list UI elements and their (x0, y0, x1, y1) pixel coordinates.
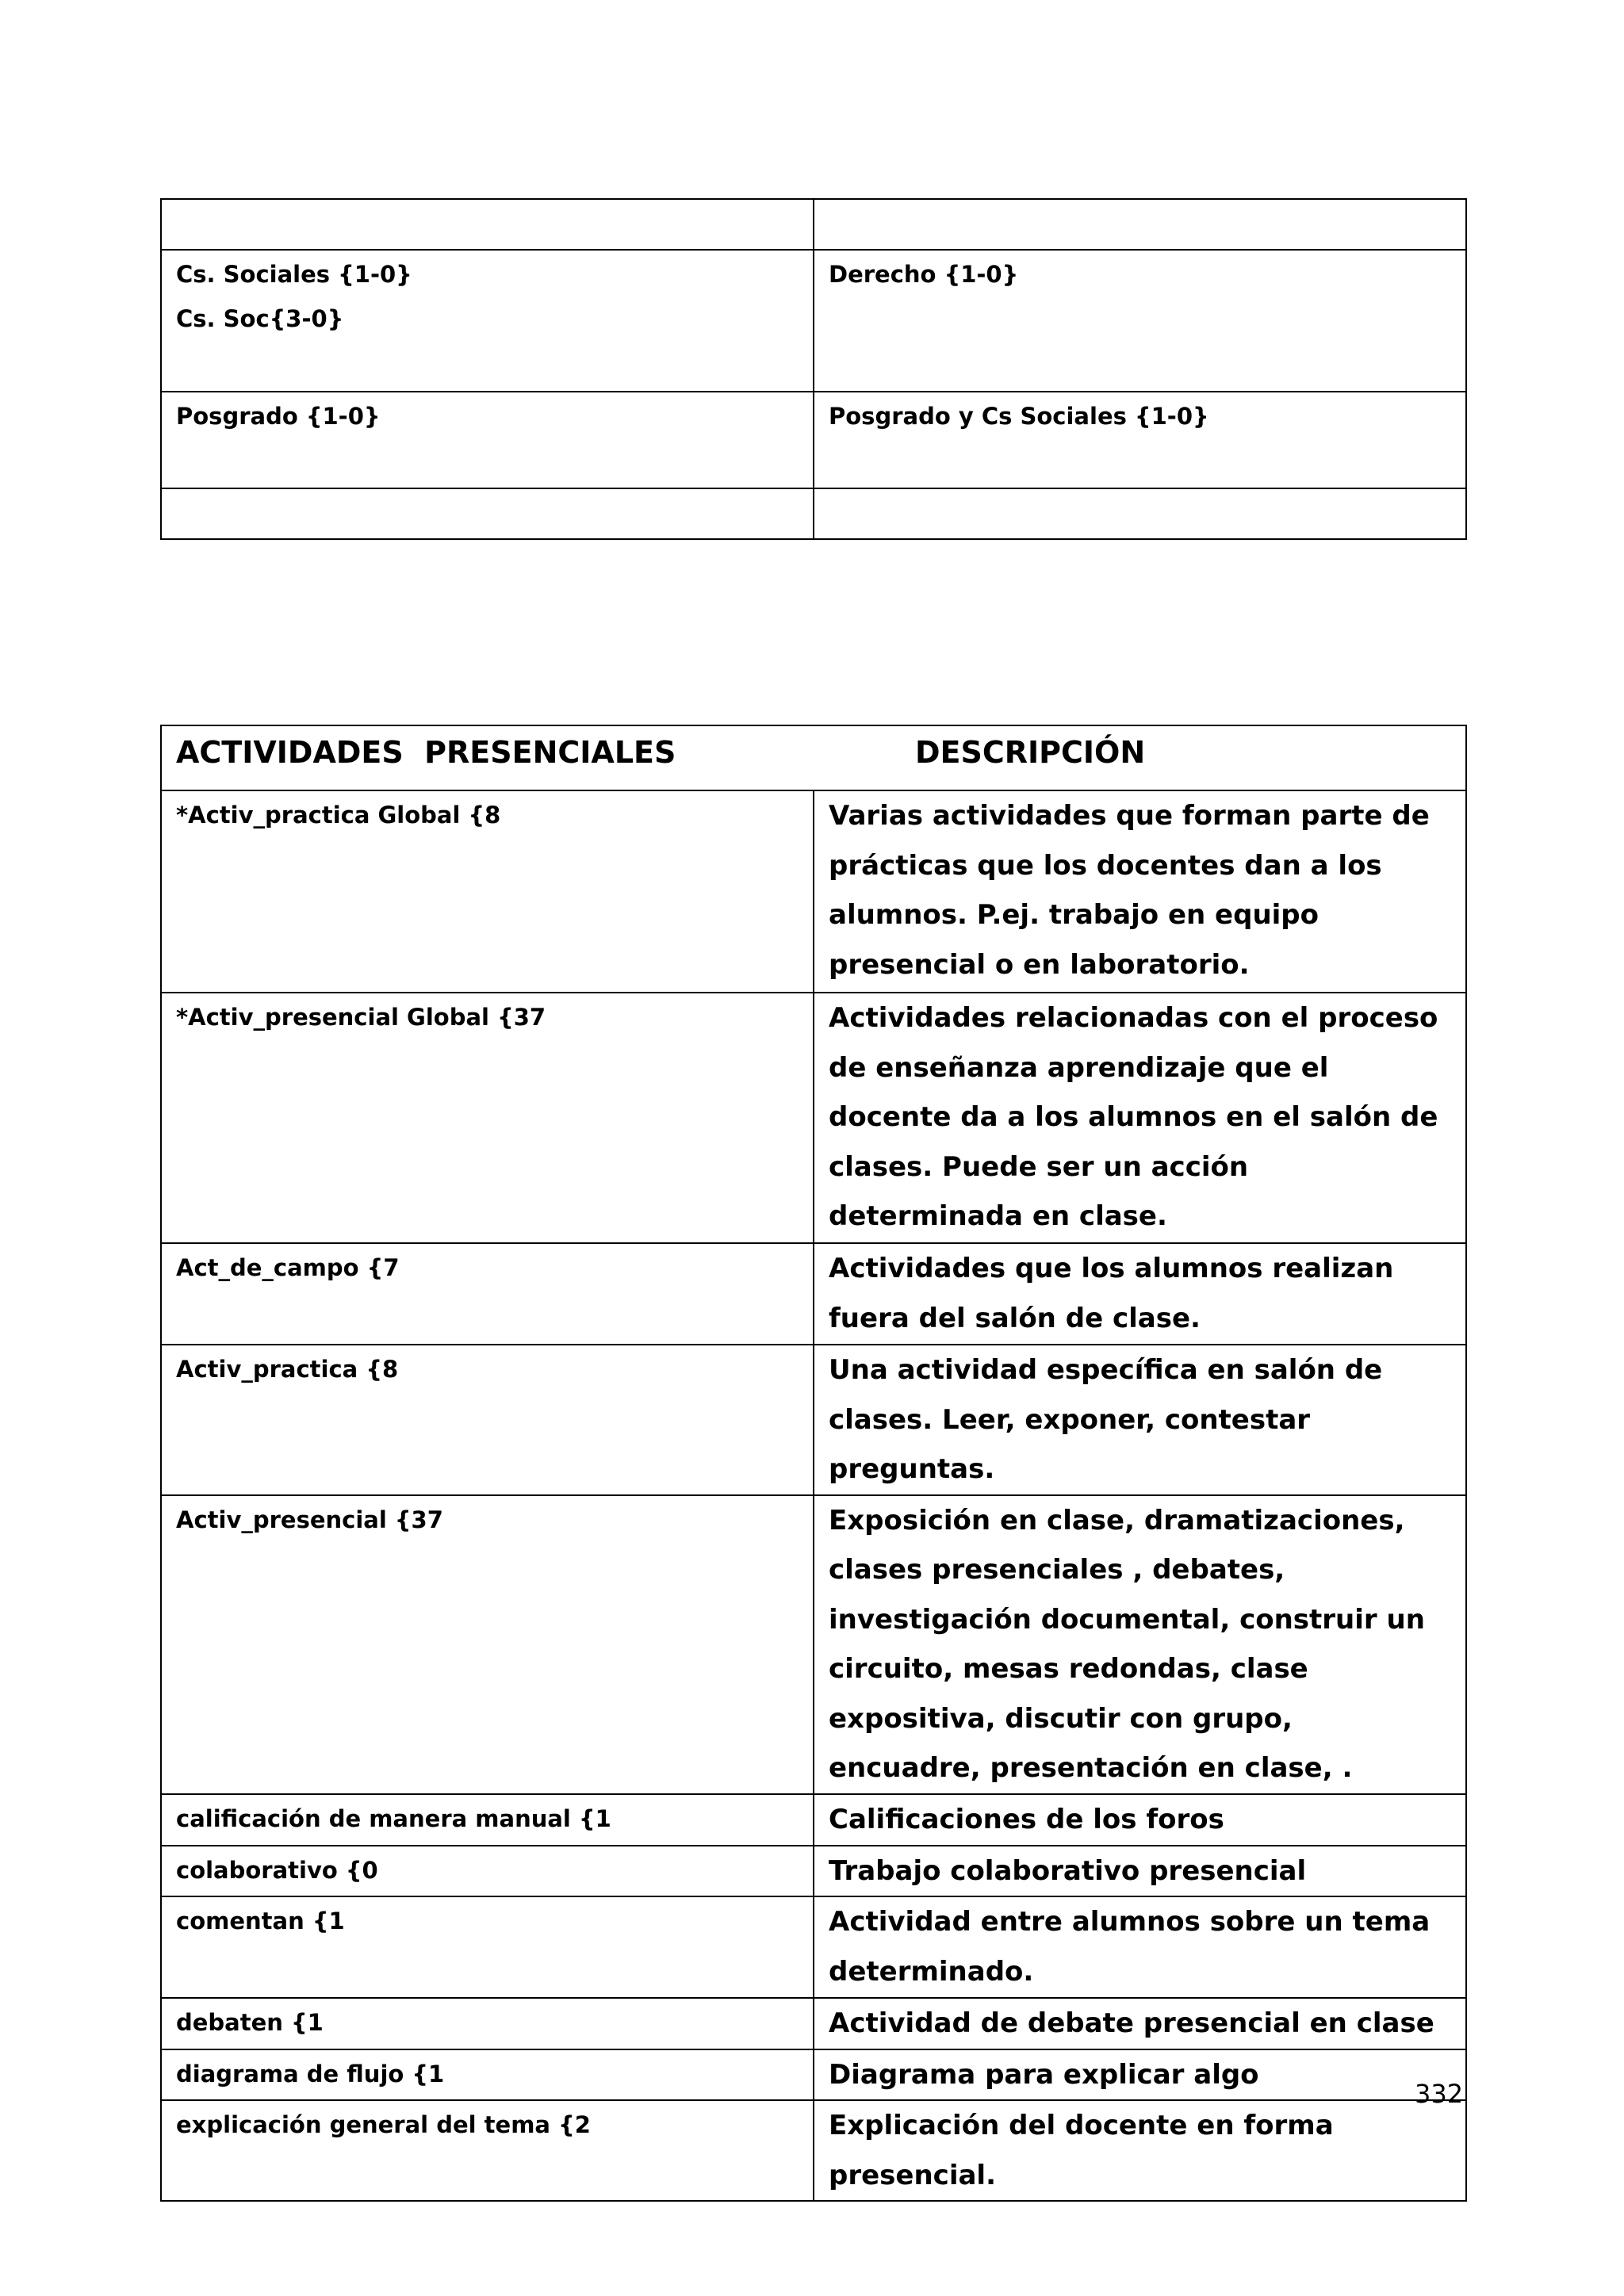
table-header-row (161, 725, 1466, 790)
term-cell: diagrama de flujo {1 (161, 2049, 814, 2101)
description-cell: Diagrama para explicar algo (814, 2049, 1466, 2101)
table-cell: Derecho {1-0} (814, 250, 1466, 392)
table-cell (161, 199, 814, 250)
table-cell (814, 488, 1466, 539)
table-row (161, 392, 1466, 488)
description-cell: Varias actividades que forman parte de prácticas que los docentes dan a los alumnos. P.ej. trabajo en equipo presencial o en laboratorio. (814, 790, 1466, 993)
description-cell: Actividades relacionadas con el proceso de enseñanza aprendizaje que el docente da a los alumnos en el salón de clases. Puede ser un acción determinada en clase. (814, 993, 1466, 1243)
table-cell (161, 250, 814, 392)
table-row (161, 1846, 1466, 1897)
table-row (161, 1998, 1466, 2049)
term-cell: *Activ_presencial Global {37 (161, 993, 814, 1243)
description-cell: Calificaciones de los foros (814, 1794, 1466, 1846)
table-row (161, 250, 1466, 392)
table-cell (161, 488, 814, 539)
table-row (161, 2100, 1466, 2201)
description-cell: Actividades que los alumnos realizan fuera del salón de clase. (814, 1243, 1466, 1345)
table-row (161, 993, 1466, 1243)
table-row (161, 1345, 1466, 1495)
term-cell: colaborativo {0 (161, 1846, 814, 1897)
table-row (161, 488, 1466, 539)
header-activities: ACTIVIDADES PRESENCIALES (176, 735, 676, 770)
description-cell: Trabajo colaborativo presencial (814, 1846, 1466, 1897)
description-cell: Explicación del docente en forma presencial. (814, 2100, 1466, 2201)
term-cell: calificación de manera manual {1 (161, 1794, 814, 1846)
table-row (161, 1495, 1466, 1794)
table-row (161, 1243, 1466, 1345)
table-row (161, 2049, 1466, 2101)
activities-table (160, 725, 1467, 2202)
cell-text: Cs. Sociales {1-0} Cs. Soc{3-0} (176, 261, 412, 332)
description-cell: Exposición en clase, dramatizaciones, clases presenciales , debates, investigación documental, construir un circuito, mesas redondas, clase expositiva, discutir con grupo, encuadre, presentación en clase, . (814, 1495, 1466, 1794)
table-row (161, 790, 1466, 993)
table-row (161, 1794, 1466, 1846)
term-cell: explicación general del tema {2 (161, 2100, 814, 2201)
header-description: DESCRIPCIÓN (915, 735, 1146, 770)
term-cell: *Activ_practica Global {8 (161, 790, 814, 993)
description-cell: Una actividad específica en salón de clases. Leer, exponer, contestar preguntas. (814, 1345, 1466, 1495)
term-cell: Activ_presencial {37 (161, 1495, 814, 1794)
category-table (160, 198, 1467, 540)
page-number: 332 (1415, 2079, 1464, 2109)
description-cell: Actividad de debate presencial en clase (814, 1998, 1466, 2049)
table-row (161, 199, 1466, 250)
table-header-cell (161, 725, 1466, 790)
table-cell: Posgrado {1-0} (161, 392, 814, 488)
term-cell: Act_de_campo {7 (161, 1243, 814, 1345)
table-cell (814, 199, 1466, 250)
description-cell: Actividad entre alumnos sobre un tema determinado. (814, 1896, 1466, 1998)
term-cell: debaten {1 (161, 1998, 814, 2049)
term-cell: comentan {1 (161, 1896, 814, 1998)
term-cell: Activ_practica {8 (161, 1345, 814, 1495)
table-row (161, 1896, 1466, 1998)
table-cell: Posgrado y Cs Sociales {1-0} (814, 392, 1466, 488)
